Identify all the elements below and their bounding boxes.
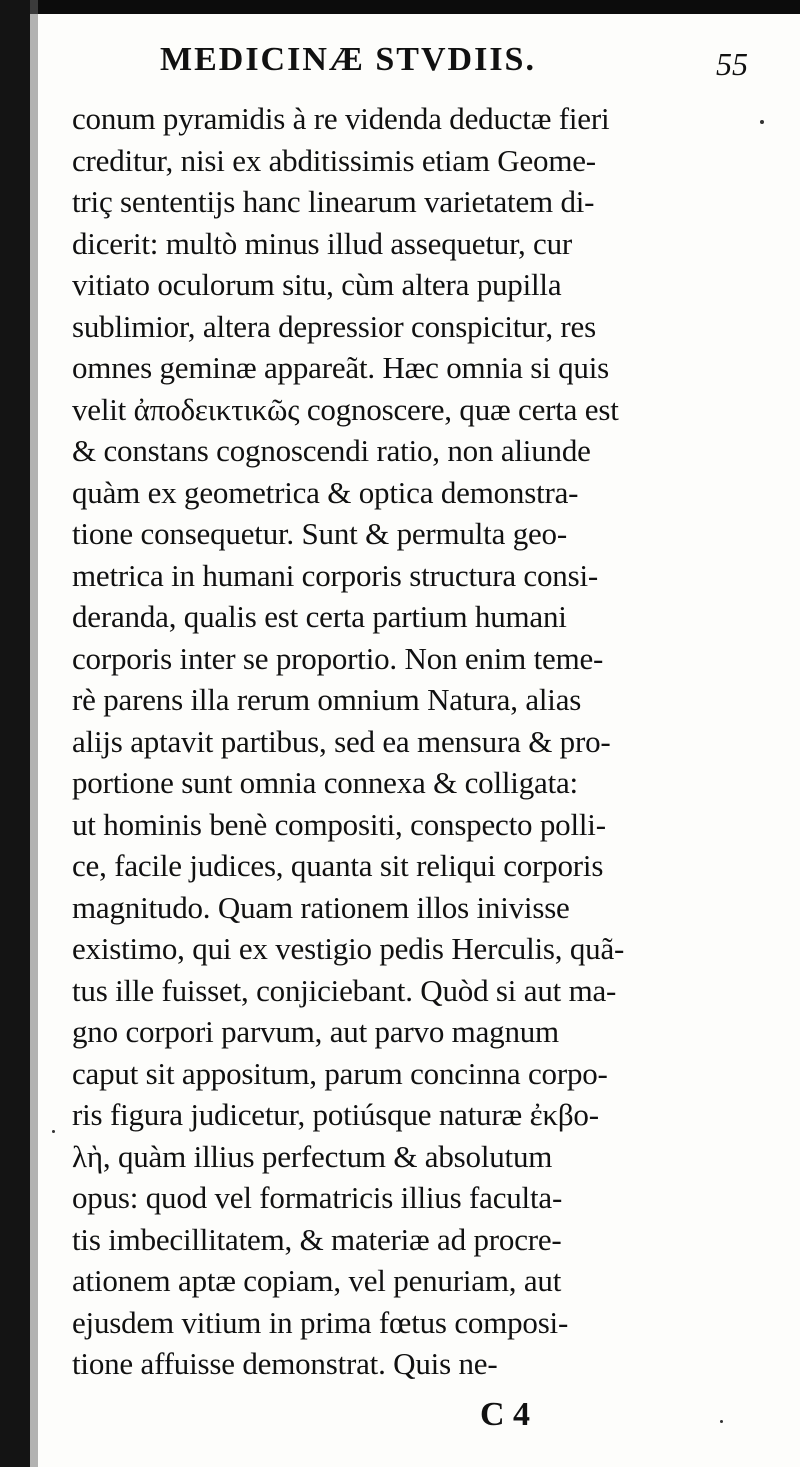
text-line: ationem aptæ copiam, vel penuriam, aut — [72, 1263, 562, 1298]
text-line: dicerit: multò minus illud assequetur, cur — [72, 225, 573, 261]
text-line: opus: quod vel formatricis illius faculta- — [72, 1180, 563, 1215]
text-line: & constans cognoscendi ratio, non aliunde — [72, 433, 591, 468]
text-line: corporis inter se proportio. Non enim teme- — [72, 640, 604, 676]
ink-speck — [760, 120, 764, 124]
text-line: ris figura judicetur, potiúsque naturæ ἐκβο- — [72, 1097, 599, 1132]
text-line: magnitudo. Quam rationem illos inivisse — [72, 889, 570, 925]
text-line: rè parens illa rerum omnium Natura, alias — [72, 682, 582, 717]
text-line: tione consequetur. Sunt & permulta geo- — [72, 516, 567, 551]
text-line: tione affuisse demonstrat. Quis ne- — [72, 1346, 498, 1381]
gutter-gradient — [30, 0, 38, 1467]
text-line: existimo, qui ex vestigio pedis Herculis, quã- — [72, 931, 625, 966]
text-line: creditur, nisi ex abditissimis etiam Geome- — [72, 142, 596, 178]
text-line: metrica in humani corporis structura consi- — [72, 557, 598, 593]
running-head-title: MEDICINÆ STVDIIS. — [160, 41, 536, 78]
page-top-shadow — [0, 0, 800, 14]
text-line: caput sit appositum, parum concinna corpo- — [72, 1055, 608, 1091]
text-line: velit ἀποδεικτικῶς cognoscere, quæ certa est — [72, 391, 619, 427]
text-line: ut hominis benè compositi, conspecto polli- — [72, 806, 606, 842]
text-line: ejusdem vitium in prima fœtus composi- — [72, 1304, 569, 1340]
text-line: ce, facile judices, quanta sit reliqui corporis — [72, 848, 604, 883]
body-text — [72, 98, 772, 1385]
text-line: λὴ, quàm illius perfectum & absolutum — [72, 1138, 553, 1174]
ink-speck — [52, 1130, 55, 1133]
ink-speck — [720, 1420, 723, 1423]
text-line: sublimior, altera depressior conspicitur, res — [72, 308, 596, 344]
text-line: tis imbecillitatem, & materiæ ad procre- — [72, 1221, 562, 1257]
text-line: alijs aptavit partibus, sed ea mensura & pro- — [72, 723, 611, 759]
text-line: portione sunt omnia connexa & colligata: — [72, 765, 578, 800]
text-line: triç sententijs hanc linearum varietatem di- — [72, 184, 595, 219]
text-line: quàm ex geometrica & optica demonstra- — [72, 474, 579, 510]
text-line: conum pyramidis à re videnda deductæ fieri — [72, 101, 610, 136]
signature-mark: C 4 — [480, 1396, 531, 1433]
text-line: gno corpori parvum, aut parvo magnum — [72, 1014, 559, 1049]
text-line: tus ille fuisset, conjiciebant. Quòd si aut ma- — [72, 972, 617, 1008]
text-line: omnes geminæ appareãt. Hæc omnia si quis — [72, 350, 609, 385]
page-number: 55 — [716, 46, 748, 82]
binding-gutter-shadow — [0, 0, 30, 1467]
text-line: vitiato oculorum situ, cùm altera pupilla — [72, 267, 562, 302]
text-line: deranda, qualis est certa partium humani — [72, 599, 567, 634]
